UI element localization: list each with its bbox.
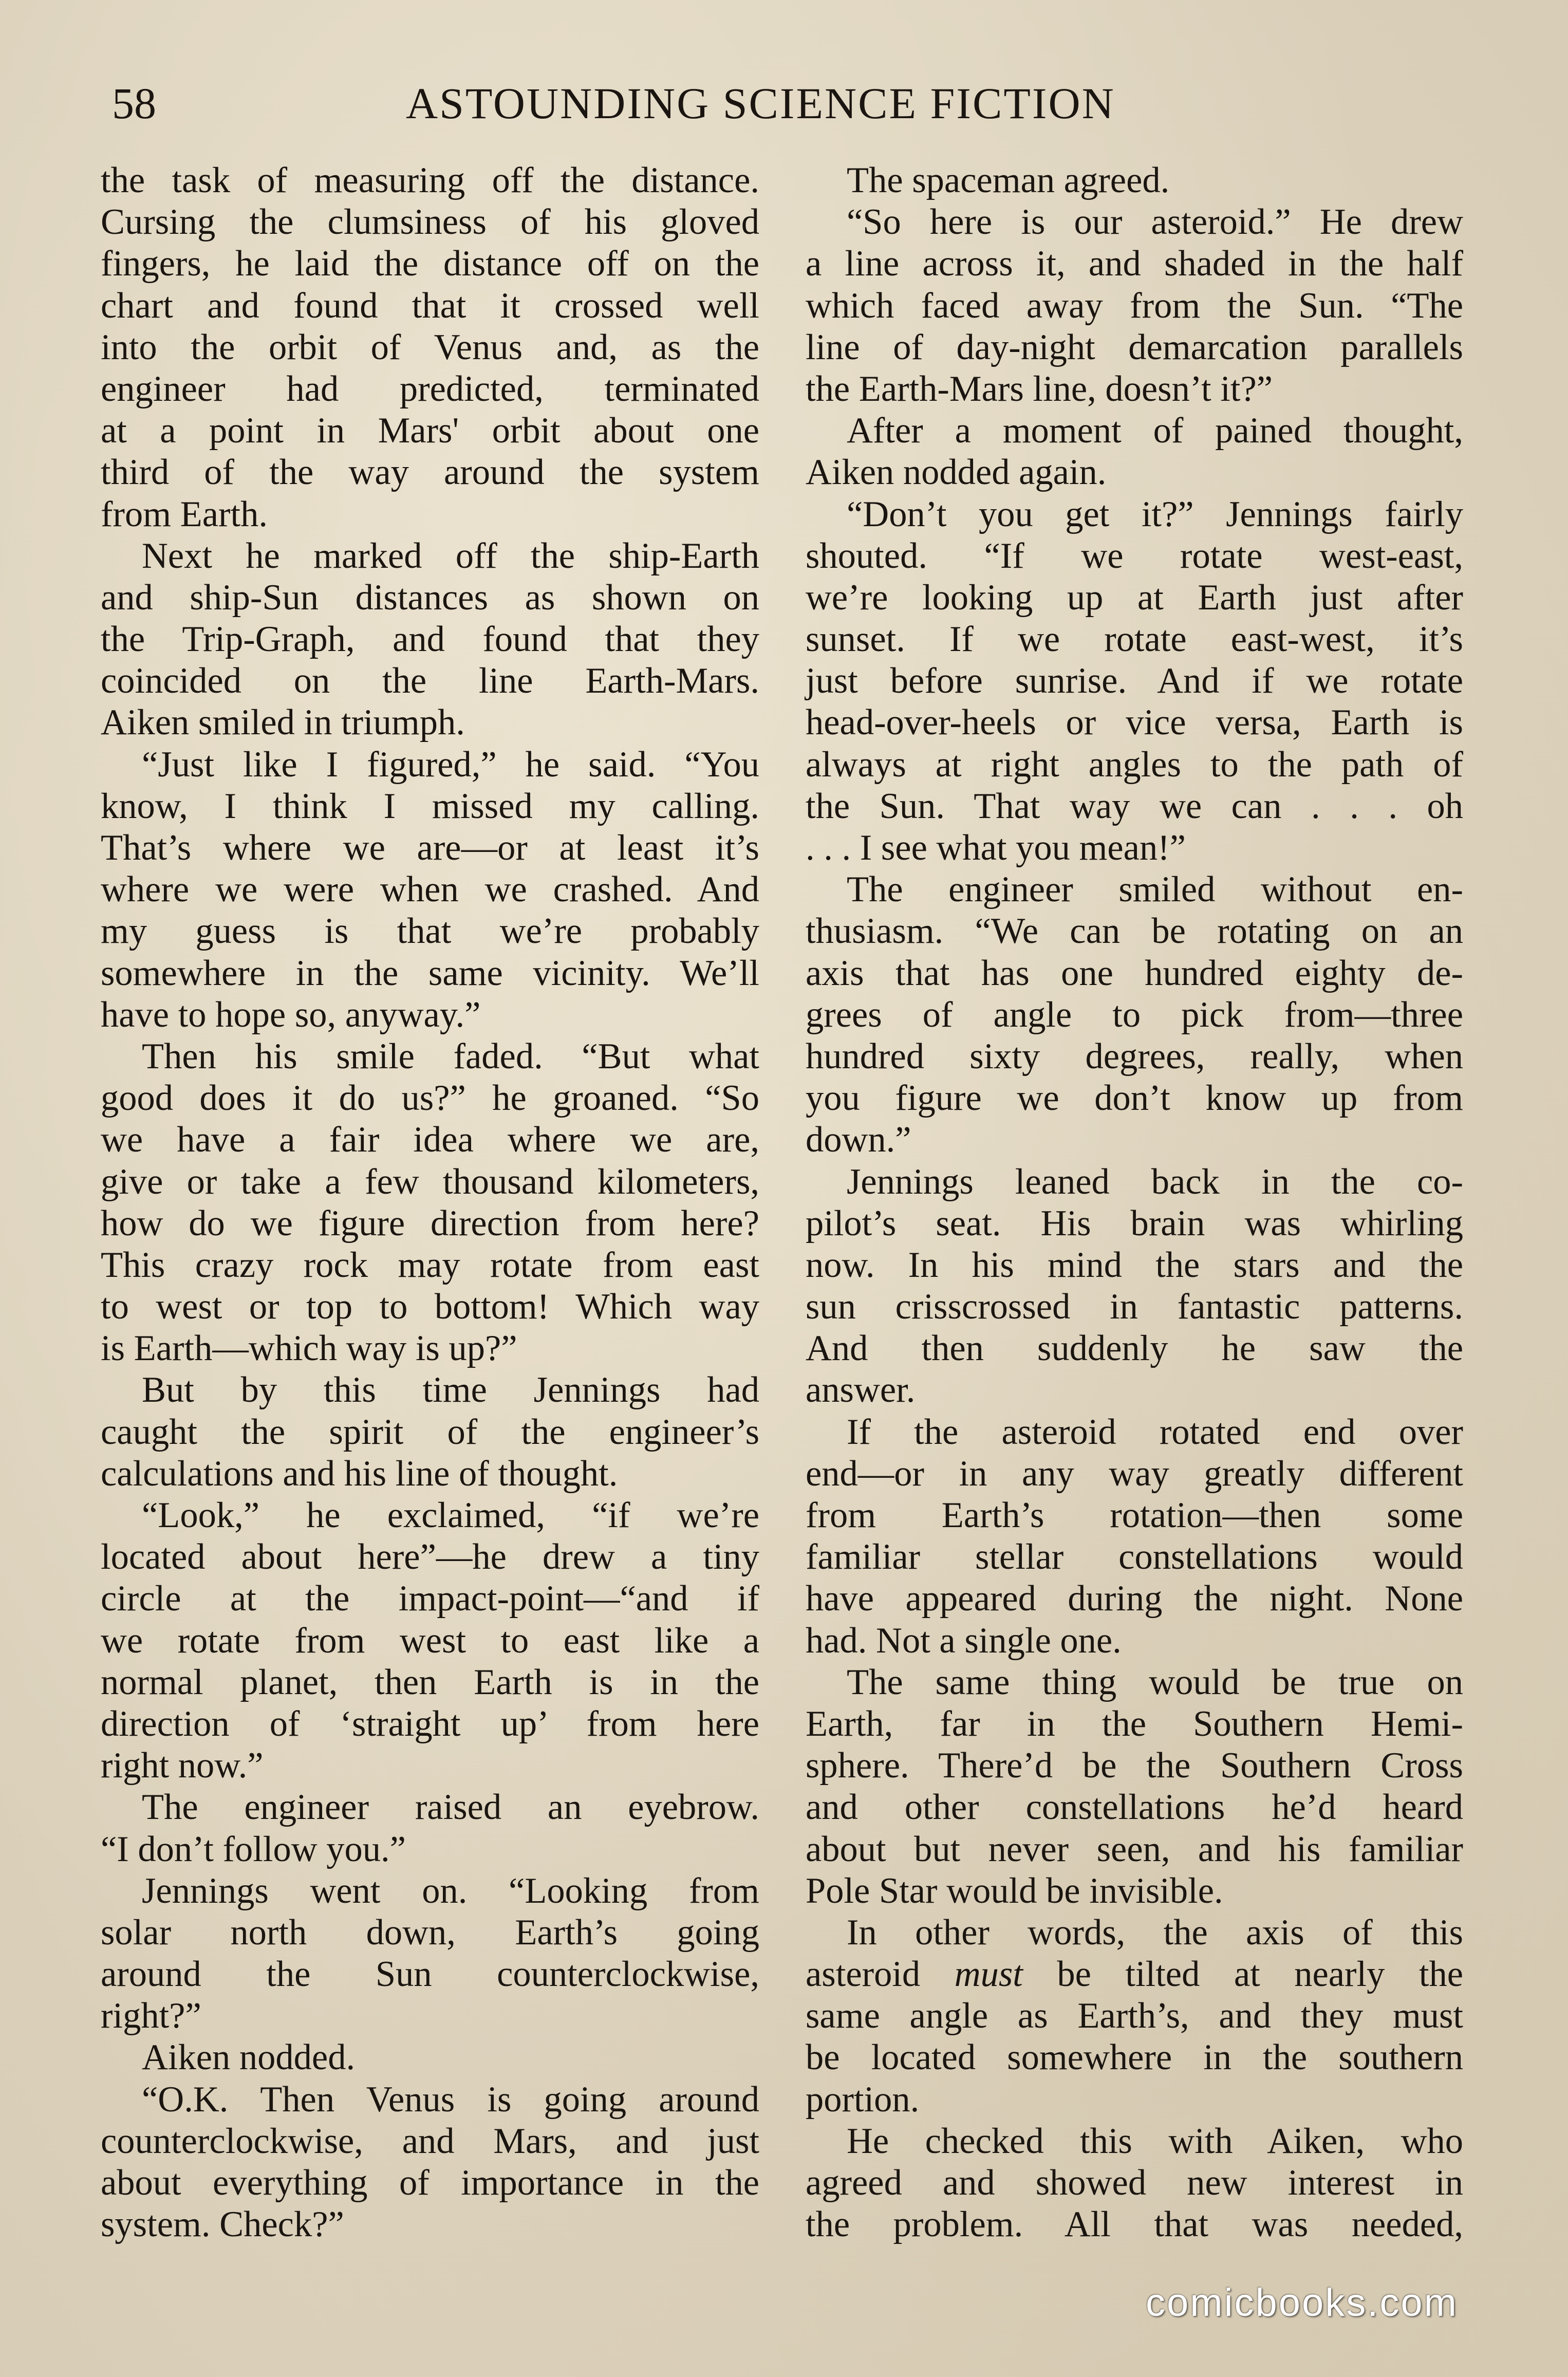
text-line: thusiasm. “We can be rotating on an	[806, 911, 1463, 952]
text-line: The same thing would be true on	[847, 1662, 1463, 1702]
text-line: That’s where we are—or at least it’s	[101, 828, 759, 868]
text-line: axis that has one hundred eighty de-	[806, 953, 1463, 993]
text-column-left	[101, 160, 759, 2245]
text-line: from Earth’s rotation—then some	[806, 1495, 1463, 1535]
text-line: down.”	[806, 1120, 911, 1160]
text-line: good does it do us?” he groaned. “So	[101, 1078, 759, 1119]
text-line: from Earth.	[101, 494, 268, 534]
text-line: the task of measuring off the distance.	[101, 160, 759, 200]
text-line: had. Not a single one.	[806, 1620, 1122, 1661]
text-line: give or take a few thousand kilometers,	[101, 1161, 759, 1202]
text-line: is Earth—which way is up?”	[101, 1328, 517, 1369]
text-line: located about here”—he drew a tiny	[101, 1537, 759, 1577]
text-line: somewhere in the same vicinity. We’ll	[101, 953, 759, 993]
text-line: asteroid must be tilted at nearly the	[806, 1954, 1463, 1995]
text-line: system. Check?”	[101, 2204, 344, 2245]
running-head: ASTOUNDING SCIENCE FICTION	[406, 79, 1115, 128]
text-line: end—or in any way greatly different	[806, 1453, 1463, 1494]
text-line: have to hope so, anyway.”	[101, 994, 481, 1035]
text-line: about but never seen, and his familiar	[806, 1829, 1463, 1869]
text-line: where we were when we crashed. And	[101, 869, 759, 910]
text-line: Aiken nodded.	[142, 2037, 356, 2078]
text-line: “I don’t follow you.”	[101, 1829, 406, 1869]
text-line: Jennings went on. “Looking from	[142, 1870, 759, 1911]
text-line: now. In his mind the stars and the	[806, 1245, 1463, 1285]
text-line: just before sunrise. And if we rotate	[806, 661, 1463, 701]
text-line: the Sun. That way we can . . . oh	[806, 786, 1463, 826]
text-line: about everything of importance in the	[101, 2163, 759, 2203]
text-line: third of the way around the system	[101, 452, 759, 493]
text-line: calculations and his line of thought.	[101, 1453, 618, 1494]
text-line: solar north down, Earth’s going	[101, 1912, 759, 1953]
text-line: have appeared during the night. None	[806, 1579, 1463, 1619]
text-line: how do we figure direction from here?	[101, 1203, 759, 1243]
text-line: “Just like I figured,” he said. “You	[142, 744, 759, 785]
page-number: 58	[112, 79, 156, 128]
text-line: always at right angles to the path of	[806, 744, 1463, 785]
text-line: we have a fair idea where we are,	[101, 1120, 759, 1160]
text-line: pilot’s seat. His brain was whirling	[806, 1203, 1463, 1243]
text-line: grees of angle to pick from—three	[806, 994, 1463, 1035]
text-line: normal planet, then Earth is in the	[101, 1662, 759, 1702]
text-line: you figure we don’t know up from	[806, 1078, 1463, 1119]
text-line: hundred sixty degrees, really, when	[806, 1036, 1463, 1076]
text-line: to west or top to bottom! Which way	[101, 1287, 759, 1327]
text-line: . . . I see what you mean!”	[806, 828, 1186, 868]
text-line: and other constellations he’d heard	[806, 1787, 1463, 1828]
text-line: The engineer raised an eyebrow.	[142, 1787, 759, 1828]
text-line: Aiken smiled in triumph.	[101, 702, 465, 743]
text-line: sun crisscrossed in fantastic patterns.	[806, 1287, 1463, 1327]
text-line: After a moment of pained thought,	[847, 411, 1463, 451]
text-line: If the asteroid rotated end over	[847, 1412, 1463, 1452]
text-line: chart and found that it crossed well	[101, 285, 759, 326]
text-line: circle at the impact-point—“and if	[101, 1579, 759, 1619]
text-line: Next he marked off the ship-Earth	[142, 535, 759, 576]
text-line: the Earth-Mars line, doesn’t it?”	[806, 368, 1273, 409]
text-line: we’re looking up at Earth just after	[806, 577, 1463, 618]
text-line: engineer had predicted, terminated	[101, 368, 759, 409]
text-line: familiar stellar constellations would	[806, 1537, 1463, 1577]
text-line: portion.	[806, 2079, 920, 2120]
text-line: answer.	[806, 1370, 916, 1410]
text-line: counterclockwise, and Mars, and just	[101, 2121, 759, 2161]
text-line: Aiken nodded again.	[806, 452, 1107, 493]
text-line: Pole Star would be invisible.	[806, 1870, 1223, 1911]
text-line: “Don’t you get it?” Jennings fairly	[847, 494, 1463, 534]
text-line: the problem. All that was needed,	[806, 2204, 1463, 2245]
text-line: line of day-night demarcation parallels	[806, 327, 1463, 367]
text-line: “Look,” he exclaimed, “if we’re	[142, 1495, 759, 1535]
text-line: we rotate from west to east like a	[101, 1620, 759, 1661]
text-line: The engineer smiled without en-	[847, 869, 1463, 910]
text-line: right?”	[101, 1996, 201, 2036]
text-line: Jennings leaned back in the co-	[847, 1161, 1463, 1202]
text-line: “So here is our asteroid.” He drew	[847, 202, 1463, 243]
text-column-right	[806, 160, 1463, 2245]
text-line: But by this time Jennings had	[142, 1370, 759, 1410]
text-line: In other words, the axis of this	[847, 1912, 1463, 1953]
text-line: And then suddenly he saw the	[806, 1328, 1463, 1369]
text-line: He checked this with Aiken, who	[847, 2121, 1463, 2161]
text-line: sunset. If we rotate east-west, it’s	[806, 619, 1463, 660]
text-line: head-over-heels or vice versa, Earth is	[806, 702, 1463, 743]
text-line: the Trip-Graph, and found that they	[101, 619, 759, 660]
text-line: “O.K. Then Venus is going around	[142, 2079, 759, 2120]
text-line: agreed and showed new interest in	[806, 2163, 1463, 2203]
text-line: This crazy rock may rotate from east	[101, 1245, 759, 1285]
text-line: a line across it, and shaded in the half	[806, 244, 1463, 284]
text-line: which faced away from the Sun. “The	[806, 285, 1463, 326]
text-line: and ship-Sun distances as shown on	[101, 577, 759, 618]
text-line: Earth, far in the Southern Hemi-	[806, 1703, 1463, 1744]
text-line: right now.”	[101, 1745, 264, 1786]
text-line: Then his smile faded. “But what	[142, 1036, 759, 1076]
text-line: The spaceman agreed.	[847, 160, 1170, 200]
text-line: my guess is that we’re probably	[101, 911, 759, 952]
text-line: same angle as Earth’s, and they must	[806, 1996, 1463, 2036]
text-line: shouted. “If we rotate west-east,	[806, 535, 1463, 576]
text-line: caught the spirit of the engineer’s	[101, 1412, 759, 1452]
text-line: know, I think I missed my calling.	[101, 786, 759, 826]
text-line: at a point in Mars' orbit about one	[101, 411, 759, 451]
text-line: sphere. There’d be the Southern Cross	[806, 1745, 1463, 1786]
text-line: coincided on the line Earth-Mars.	[101, 661, 759, 701]
watermark: comicbooks.com	[1146, 2281, 1458, 2325]
text-line: direction of ‘straight up’ from here	[101, 1703, 759, 1744]
text-line: fingers, he laid the distance off on the	[101, 244, 759, 284]
text-line: Cursing the clumsiness of his gloved	[101, 202, 759, 243]
text-line: around the Sun counterclockwise,	[101, 1954, 759, 1995]
text-line: into the orbit of Venus and, as the	[101, 327, 759, 367]
text-line: be located somewhere in the southern	[806, 2037, 1463, 2078]
